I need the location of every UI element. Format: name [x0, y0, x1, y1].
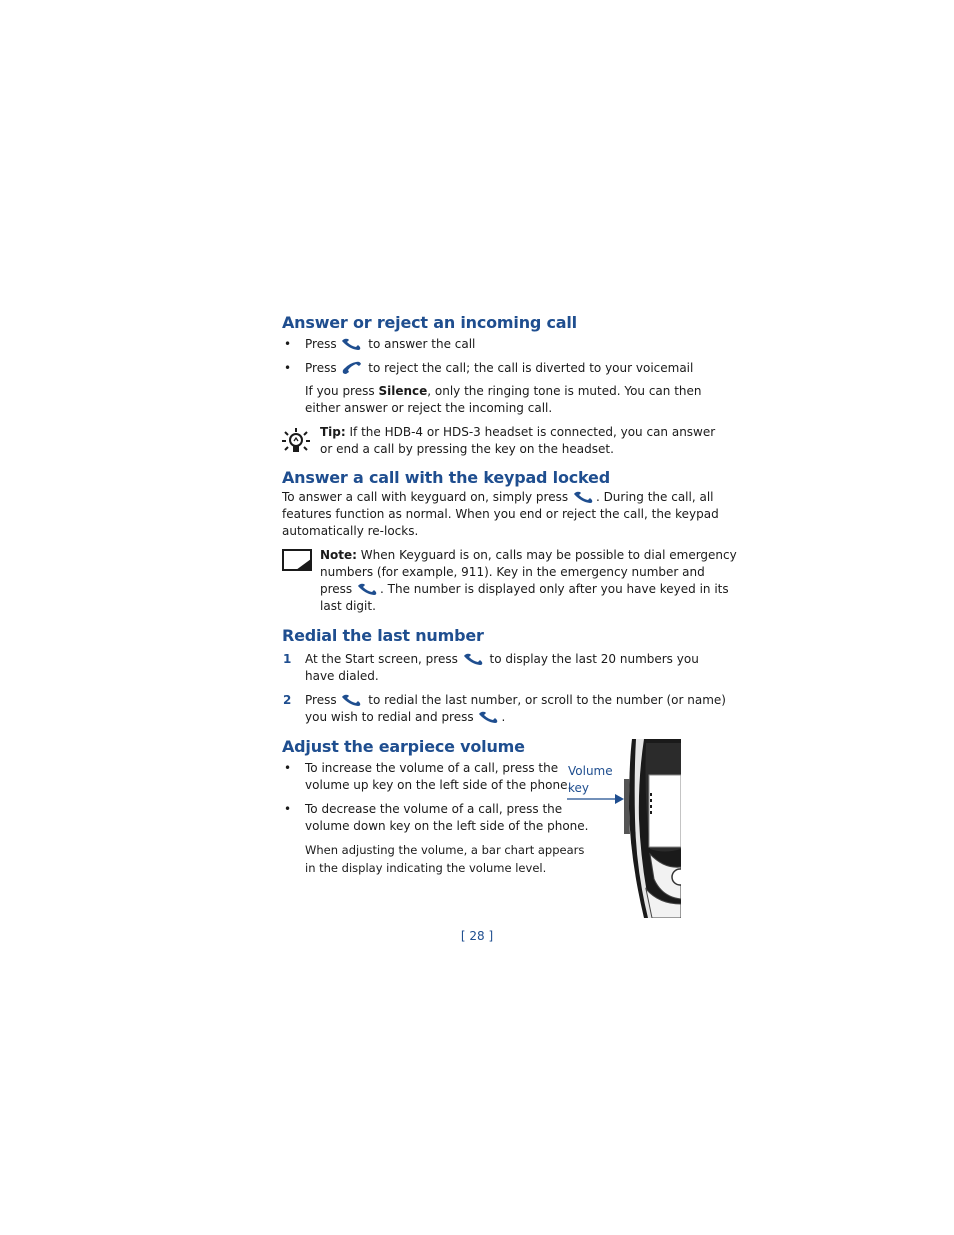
bullet: •: [284, 802, 292, 816]
text: you wish to redial and press: [305, 710, 474, 724]
text: Press: [305, 361, 337, 375]
silence-paragraph: [305, 383, 702, 417]
text: numbers (for example, 911). Key in the emergency number and: [320, 565, 705, 579]
text: key: [568, 781, 590, 795]
text: to answer the call: [368, 337, 476, 351]
tip-text: [320, 424, 715, 458]
text: or end a call by pressing the key on the headset.: [320, 442, 614, 456]
text: volume up key on the left side of the phone.: [305, 778, 572, 792]
bullet: •: [284, 761, 292, 775]
bullet-reject-call: [305, 360, 693, 377]
text: to reject the call; the call is diverted to your voicemail: [368, 361, 694, 375]
step-number: 2: [283, 693, 292, 707]
step-number: 1: [283, 652, 292, 666]
text: last digit.: [320, 599, 376, 613]
text: automatically re-locks.: [282, 524, 419, 538]
call-key-icon: [341, 337, 363, 351]
heading-keypad-locked: Answer a call with the keypad locked: [282, 468, 610, 487]
call-key-icon: [478, 710, 500, 724]
text: At the Start screen, press: [305, 652, 458, 666]
redial-step-1: [305, 651, 699, 685]
silence-key-label: Silence: [378, 384, 428, 398]
note-label: Note:: [320, 548, 357, 562]
page-number: [ 28 ]: [460, 929, 494, 943]
text: Volume: [568, 764, 613, 778]
text: in the display indicating the volume level.: [305, 861, 547, 875]
text: . The number is displayed only after you have keyed in its: [380, 582, 729, 596]
end-key-icon: [341, 361, 363, 375]
call-key-icon: [357, 582, 379, 596]
heading-answer-reject: Answer or reject an incoming call: [282, 313, 577, 332]
callout-arrow-icon: [567, 793, 625, 805]
text: volume down key on the left side of the phone.: [305, 819, 589, 833]
text: To increase the volume of a call, press the: [305, 761, 559, 775]
text: , only the ringing tone is muted. You can then: [427, 384, 702, 398]
tip-lightbulb-icon: [282, 427, 310, 455]
call-key-icon: [573, 490, 595, 504]
text: features function as normal. When you end or reject the call, the keypad: [282, 507, 719, 521]
phone-illustration: [624, 739, 681, 918]
volume-key-callout: [568, 763, 613, 797]
redial-step-2: [305, 692, 726, 726]
text: When adjusting the volume, a bar chart appears: [305, 843, 585, 857]
text: Press: [305, 693, 337, 707]
text: have dialed.: [305, 669, 379, 683]
text: When Keyguard is on, calls may be possible to dial emergency: [360, 548, 737, 562]
call-key-icon: [341, 693, 363, 707]
call-key-icon: [463, 652, 485, 666]
text: If the HDB-4 or HDS-3 headset is connected, you can answer: [349, 425, 716, 439]
bullet-increase-volume: [305, 760, 571, 794]
tip-label: Tip:: [320, 425, 346, 439]
text: either answer or reject the incoming call.: [305, 401, 553, 415]
note-text: [320, 547, 737, 615]
text: . During the call, all: [595, 490, 714, 504]
heading-redial: Redial the last number: [282, 626, 484, 645]
text: to redial the last number, or scroll to the number (or name): [368, 693, 726, 707]
text: If you press: [305, 384, 375, 398]
text: press: [320, 582, 353, 596]
text: to display the last 20 numbers you: [489, 652, 699, 666]
text: To answer a call with keyguard on, simply press: [282, 490, 569, 504]
text: To decrease the volume of a call, press the: [305, 802, 563, 816]
bullet: •: [284, 337, 292, 351]
bullet: •: [284, 361, 292, 375]
text: .: [501, 710, 506, 724]
bullet-answer-call: [305, 336, 475, 353]
heading-earpiece-volume: Adjust the earpiece volume: [282, 737, 525, 756]
bullet-decrease-volume: [305, 801, 588, 835]
keypad-locked-paragraph: [282, 489, 719, 540]
note-icon: [282, 549, 312, 571]
volume-bar-paragraph: [305, 841, 584, 877]
phone-drawing: [624, 739, 681, 918]
text: Press: [305, 337, 337, 351]
